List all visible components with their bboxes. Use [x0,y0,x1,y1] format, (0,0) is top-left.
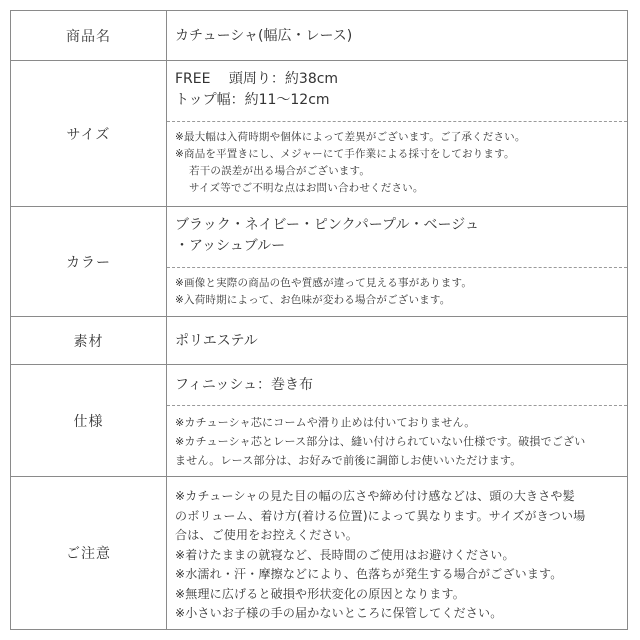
value-spec-main [167,369,627,402]
label-product-name: 商品名 [11,11,167,60]
value-size-main [167,63,627,117]
color-line-1: ブラック・ネイビー・ピンクパープル・ベージュ [175,217,479,233]
value-color-main [167,209,627,263]
label-spec: 仕様 [11,365,167,476]
size-note-4: サイズ等でご不明な点はお問い合わせください。 [189,182,424,194]
spec-line-1: フィニッシュ：巻き布 [175,377,314,393]
row-color [11,207,627,317]
color-divider [167,267,627,268]
size-note-2: ※商品を平置きにし、メジャーにて手作業による採寸をしております。 [175,148,515,160]
material-text: ポリエステル [175,332,258,349]
value-size-notes [167,125,627,199]
label-size: サイズ [11,61,167,206]
label-caution: ご注意 [11,477,167,629]
value-caution-notes [167,483,627,626]
size-note-1: ※最大幅は入荷時期や個体によって差異がございます。ご了承ください。 [175,131,526,143]
color-note-1: ※画像と実際の商品の色や質感が違って見える事があります。 [175,277,473,289]
label-material: 素材 [11,317,167,364]
caution-note-7: ※小さいお子様の手の届かないところに保管してください。 [175,606,503,620]
product-name-text: カチューシャ(幅広・レース) [175,27,353,44]
size-line-2: トップ幅：約11〜12cm [175,92,330,108]
size-divider [167,121,627,122]
spec-note-1: ※カチューシャ芯にコームや滑り止めは付いておりません。 [175,416,476,429]
row-material [11,317,627,365]
caution-note-5: ※水濡れ・汗・摩擦などにより、色落ちが発生する場合がございます。 [175,567,563,581]
size-line-1: FREE 頭周り：約38cm [175,71,339,87]
row-spec [11,365,627,477]
size-note-3: 若干の誤差が出る場合がございます。 [189,165,371,177]
spec-note-3: ません。レース部分は、お好みで前後に調節しお使いいただけます。 [175,454,522,467]
caution-note-2: のボリューム、着け方(着ける位置)によって異なります。サイズがきつい場 [175,508,586,523]
row-size [11,61,627,207]
value-spec-notes [167,409,627,472]
caution-note-6: ※無理に広げると破損や形状変化の原因となります。 [175,586,465,601]
label-color: カラー [11,207,167,316]
spec-note-2: ※カチューシャ芯とレース部分は、縫い付けられていない仕様です。破損でござい [175,435,586,448]
caution-note-1: ※カチューシャの見た目の幅の広さや締め付け感などは、頭の大きさや髪 [175,489,575,503]
value-color-notes [167,271,627,311]
color-line-2: ・アッシュブルー [175,238,286,254]
product-spec-table [10,10,628,630]
caution-note-4: ※着けたままの就寝など、長時間のご使用はお避けください。 [175,547,515,562]
color-note-2: ※入荷時期によって、お色味が変わる場合がございます。 [175,294,451,306]
spec-divider [167,405,627,406]
row-caution [11,477,627,629]
value-product-name [167,11,627,61]
caution-note-3: 合は、ご使用をお控えください。 [175,528,359,542]
row-product-name [11,11,627,61]
value-material [167,317,627,365]
